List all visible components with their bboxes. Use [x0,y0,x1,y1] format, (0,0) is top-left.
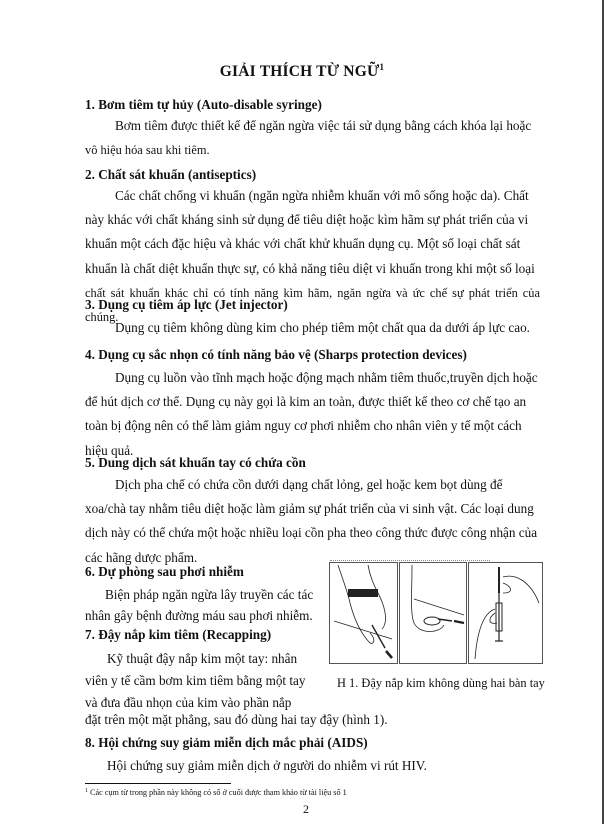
line: hiệu quả. [85,442,134,458]
line: Dụng cụ tiêm không dùng kim cho phép tiêm một chất qua da dưới áp lực cao. [115,320,530,335]
line: đặt trên một mặt phẳng, sau đó dùng hai tay đậy (hình 1). [85,712,388,727]
section-4-heading: 4. Dụng cụ sắc nhọn có tính năng bảo vệ (Sharps protection devices) [85,347,467,362]
line: Dịch pha chế có chứa cồn dưới dạng chất lỏng, gel hoặc kem bọt dùng để [115,477,503,492]
section-6-heading: 6. Dự phòng sau phơi nhiễm [85,564,244,579]
section-1-heading: 1. Bơm tiêm tự hủy (Auto-disable syringe) [85,97,322,112]
recap-step-scoop-needle-icon [329,562,398,664]
line: toàn bị động nên có thể làm giảm nguy cơ phơi nhiễm cho nhân viên y tế một cách [85,418,522,434]
line: dịch này có thể chứa một hoặc nhiều loại cồn pha theo công thức được công nhận của [85,525,538,541]
section-8-heading: 8. Hội chứng suy giảm miễn dịch mắc phải (AIDS) [85,735,368,750]
footnote [85,788,347,797]
section-5-body [85,473,540,570]
title-footnote-ref: 1 [379,62,385,72]
section-4-body [85,366,540,463]
section-1-body [85,114,540,162]
section-6-body [85,584,324,626]
line: các hãng dược phẩm. [85,549,198,565]
section-5-heading: 5. Dung dịch sát khuẩn tay có chứa cồn [85,455,306,470]
line: Kỹ thuật đậy nắp kim một tay: nhân [107,651,298,666]
section-2-heading: 2. Chất sát khuẩn (antiseptics) [85,167,257,182]
figure-caption: H 1. Đậy nắp kim không dùng hai bàn tay [337,676,545,690]
figure-top-dotted-rule [330,560,490,561]
line: nhân gây bệnh đường máu sau phơi nhiễm. [85,608,313,623]
line: và đưa đầu nhọn của kim vào phần nắp [85,695,292,710]
recap-step-cap-on-surface-icon [399,562,467,664]
recap-step-secure-cap-icon [468,562,543,664]
page-number: 2 [303,802,309,816]
line: Các chất chống vi khuẩn (ngăn ngừa nhiễm khuẩn với mô sống hoặc da). Chất [115,188,529,203]
line: này khác với chất kháng sinh sử dụng để tiêu diệt hoặc kìm hãm sự phát triển của vi [85,212,529,228]
page-title [0,62,604,81]
section-7-body [85,648,324,714]
footnote-marker: 1 [85,788,88,794]
section-8-body [85,754,540,778]
line: vô hiệu hóa sau khi tiêm. [85,143,210,158]
line: khuẩn một cách đặc hiệu và khác với chất khử khuẩn dụng cụ. Một số loại chất sát [85,236,521,252]
recapping-figure [329,562,543,664]
section-7-body-tail [85,708,415,732]
line: viên y tế cầm bơm kim tiêm bằng một tay [85,673,306,688]
line: chất sát khuẩn khác chỉ có tính năng kìm hãm, ngăn ngừa và ức chế sự phát triển của chúng. [85,285,540,325]
footnote-separator [85,783,231,784]
line: Hội chứng suy giảm miễn dịch ở người do nhiễm vi rút HIV. [107,758,427,773]
line: Biện pháp ngăn ngừa lây truyền các tác [105,587,314,602]
line: để hút dịch cơ thể. Dụng cụ này gọi là kim an toàn, được thiết kế theo cơ chế tạo an [85,394,527,410]
line: khuẩn là chất diệt khuẩn thực sự, có khả năng tiêu diệt vi khuẩn trong khi một số loại [85,260,535,276]
section-7-heading: 7. Đậy nắp kim tiêm (Recapping) [85,627,272,642]
line: Dụng cụ luồn vào tĩnh mạch hoặc động mạch nhằm tiêm thuốc,truyền dịch hoặc [115,370,538,385]
page-title-text: GIẢI THÍCH TỪ NGỮ [219,63,380,80]
line: xoa/chà tay nhằm tiêu diệt hoặc làm giảm sự phát triển của vi sinh vật. Các loại dung [85,501,534,517]
section-3-body [85,316,540,340]
line: Bơm tiêm được thiết kế để ngăn ngừa việc tái sử dụng bằng cách khóa lại hoặc [115,118,532,133]
section-3-heading: 3. Dụng cụ tiêm áp lực (Jet injector) [85,297,288,312]
footnote-text: Các cụm từ trong phần này không có số ở cuối được tham khảo từ tài liệu số 1 [90,788,347,797]
